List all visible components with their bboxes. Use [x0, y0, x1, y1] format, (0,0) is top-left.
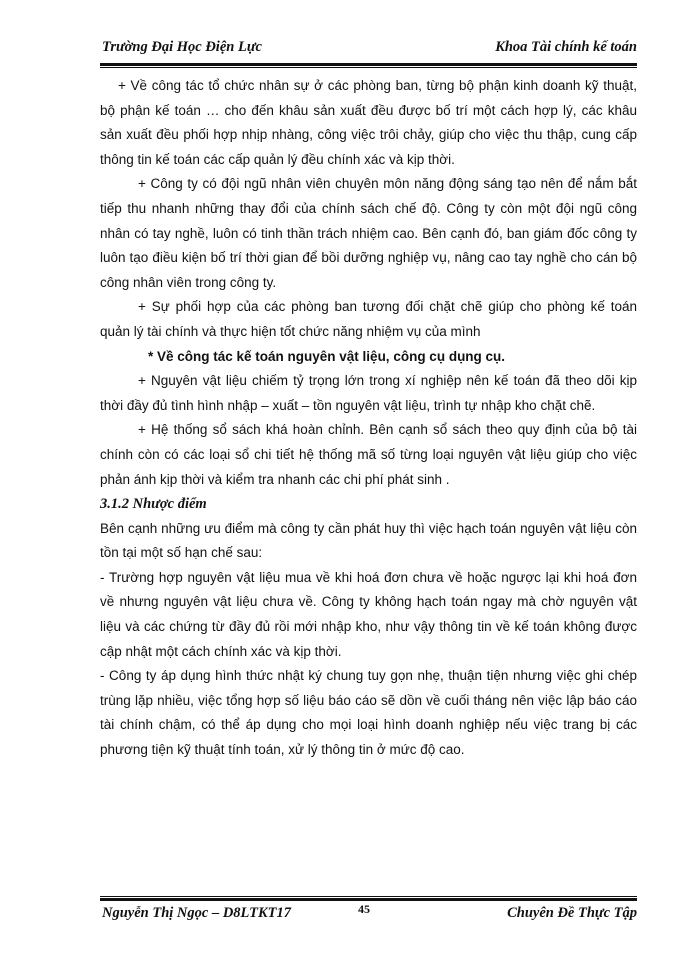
section-heading-weaknesses: 3.1.2 Nhược điểm [100, 496, 207, 513]
footer-author: Nguyễn Thị Ngọc – D8LTKT17 [102, 905, 292, 921]
header-rule-thin [100, 67, 637, 68]
paragraph-weakness-journal: - Công ty áp dụng hình thức nhật ký chung tuy gọn nhẹ, thuận tiện nhưng việc ghi chép trùng lặp nhiều, việc tổng hợp số liệu báo cáo sẽ dồn về cuối tháng nên việc lập báo cáo tài chính chậm, có thể áp dụng cho mọi loại hình doanh nghiệp nếu việc trang bị các phương tiện kỹ thuật tính toán, xử lý thông tin ở mức độ cao. [100, 668, 637, 758]
footer-title: Chuyên Đề Thực Tập [507, 905, 637, 921]
paragraph-department-coordination: + Sự phối hợp của các phòng ban tương đối chặt chẽ giúp cho phòng kế toán quản lý tài chính và thực hiện tốt chức năng nhiệm vụ của mình [100, 299, 637, 339]
header-school: Trường Đại Học Điện Lực [102, 39, 262, 55]
paragraph-weakness-invoices: - Trường hợp nguyên vật liệu mua về khi hoá đơn chưa về hoặc ngược lại khi hoá đơn về nhưng nguyên vật liệu chưa về. Công ty không hạch toán ngay mà chờ nguyên vật liệu và các chứng từ đầy đủ rồi mới nhập kho, như vậy thông tin về kế toán không được cập nhật một cách chính xác và kịp thời. [100, 569, 637, 659]
page-footer [100, 902, 637, 924]
paragraph-staff-organization: + Về công tác tổ chức nhân sự ở các phòng ban, từng bộ phận kinh doanh kỹ thuật, bộ phận kế toán … cho đến khâu sản xuất đều được bố trí một cách hợp lý, các khâu sản xuất đều phối hợp nhịp nhàng, công việc trôi chảy, giúp cho việc thu thập, cung cấp thông tin kế toán các cấp quản lý đều chính xác và kịp thời. [100, 78, 637, 167]
header-rule-thick [100, 63, 637, 66]
paragraph-bookkeeping-system: + Hệ thống sổ sách khá hoàn chỉnh. Bên cạnh sổ sách theo quy định của bộ tài chính còn có các loại sổ chi tiết hệ thống mã số từng loại nguyên vật liệu giúp cho việc phản ánh kịp thời và kiểm tra nhanh các chi phí phát sinh . [100, 422, 637, 487]
paragraph-weaknesses-intro: Bên cạnh những ưu điểm mà công ty cần phát huy thì việc hạch toán nguyên vật liệu còn tồn tại một số hạn chế sau: [100, 520, 637, 561]
page-body [100, 74, 637, 763]
page-number: 45 [358, 902, 370, 916]
footer-rule-thick [100, 898, 637, 901]
header-faculty: Khoa Tài chính kế toán [495, 39, 637, 55]
page-header [100, 38, 637, 60]
paragraph-staff-team: + Công ty có đội ngũ nhân viên chuyên môn năng động sáng tạo nên để nắm bắt tiếp thu nhanh những thay đổi của chính sách chế độ. Công ty còn một đội ngũ công nhân có tay nghề, luôn có tinh thần trách nhiệm cao. Bên cạnh đó, ban giám đốc công ty luôn tạo điều kiện bố trí thời gian để bồi dưỡng nghiệp vụ, nâng cao tay nghề cho cán bộ công nhân viên trong công ty. [100, 176, 637, 290]
paragraph-materials-tracking: + Nguyên vật liệu chiếm tỷ trọng lớn trong xí nghiệp nên kế toán đã theo dõi kịp thời đầy đủ tình hình nhập – xuất – tồn nguyên vật liệu, trình tự nhập kho chặt chẽ. [100, 373, 637, 413]
footer-rule-thin [100, 896, 637, 897]
subheading-materials-accounting: * Về công tác kế toán nguyên vật liệu, công cụ dụng cụ. [148, 348, 506, 364]
